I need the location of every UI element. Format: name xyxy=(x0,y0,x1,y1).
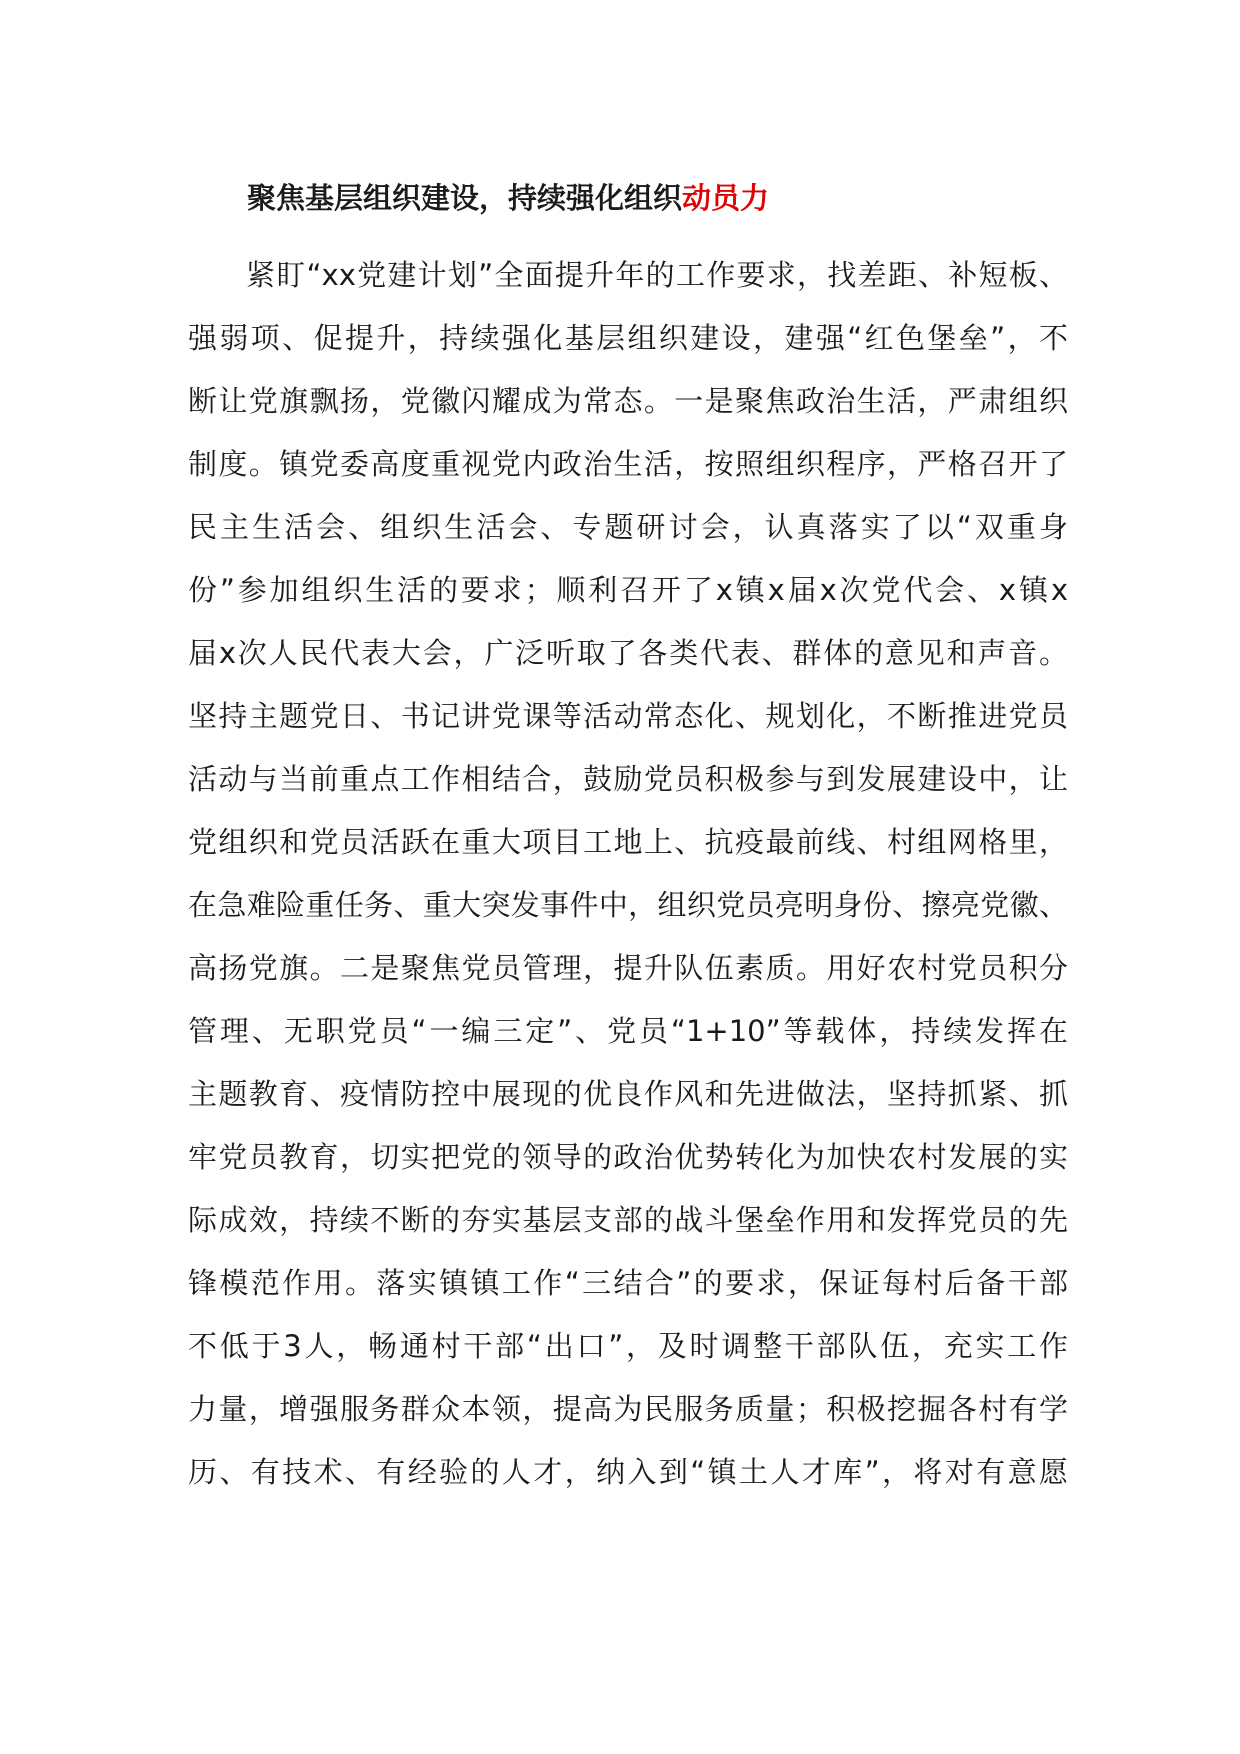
paragraph-line: 民主生活会、组织生活会、专题研讨会，认真落实了以“双重身 xyxy=(188,510,1068,544)
paragraph-line: 力量，增强服务群众本领，提高为民服务质量；积极挖掘各村有学 xyxy=(188,1392,1068,1426)
paragraph-line: 高扬党旗。二是聚焦党员管理，提升队伍素质。用好农村党员积分 xyxy=(188,951,1068,985)
paragraph-line: 锋模范作用。落实镇镇工作“三结合”的要求，保证每村后备干部 xyxy=(188,1266,1068,1300)
heading-main-text: 聚焦基层组织建设，持续强化组织 xyxy=(247,181,683,215)
heading-accent-text: 动员力 xyxy=(682,181,770,215)
paragraph-line: 制度。镇党委高度重视党内政治生活，按照组织程序，严格召开了 xyxy=(188,447,1068,481)
paragraph-line: 断让党旗飘扬，党徽闪耀成为常态。一是聚焦政治生活，严肃组织 xyxy=(188,384,1068,418)
section-heading xyxy=(247,176,769,220)
paragraph-line: 坚持主题党日、书记讲党课等活动常态化、规划化，不断推进党员 xyxy=(188,699,1068,733)
paragraph-line: 际成效，持续不断的夯实基层支部的战斗堡垒作用和发挥党员的先 xyxy=(188,1203,1068,1237)
paragraph-line: 管理、无职党员“一编三定”、党员“1+10”等载体，持续发挥在 xyxy=(188,1014,1068,1048)
paragraph-line: 在急难险重任务、重大突发事件中，组织党员亮明身份、擦亮党徽、 xyxy=(188,888,1068,922)
paragraph-line: 份”参加组织生活的要求；顺利召开了x镇x届x次党代会、x镇x xyxy=(188,573,1068,607)
paragraph-line: 强弱项、促提升，持续强化基层组织建设，建强“红色堡垒”，不 xyxy=(188,321,1068,355)
paragraph-line: 党组织和党员活跃在重大项目工地上、抗疫最前线、村组网格里， xyxy=(188,825,1068,859)
paragraph-line: 紧盯“xx党建计划”全面提升年的工作要求，找差距、补短板、 xyxy=(246,258,1068,292)
paragraph-line: 牢党员教育，切实把党的领导的政治优势转化为加快农村发展的实 xyxy=(188,1140,1068,1174)
paragraph-line: 主题教育、疫情防控中展现的优良作风和先进做法，坚持抓紧、抓 xyxy=(188,1077,1068,1111)
paragraph-line: 届x次人民代表大会，广泛听取了各类代表、群体的意见和声音。 xyxy=(188,636,1068,670)
paragraph-line: 活动与当前重点工作相结合，鼓励党员积极参与到发展建设中，让 xyxy=(188,762,1068,796)
paragraph-line: 不低于3人，畅通村干部“出口”，及时调整干部队伍，充实工作 xyxy=(188,1329,1068,1363)
paragraph-line: 历、有技术、有经验的人才，纳入到“镇土人才库”，将对有意愿 xyxy=(188,1455,1068,1489)
